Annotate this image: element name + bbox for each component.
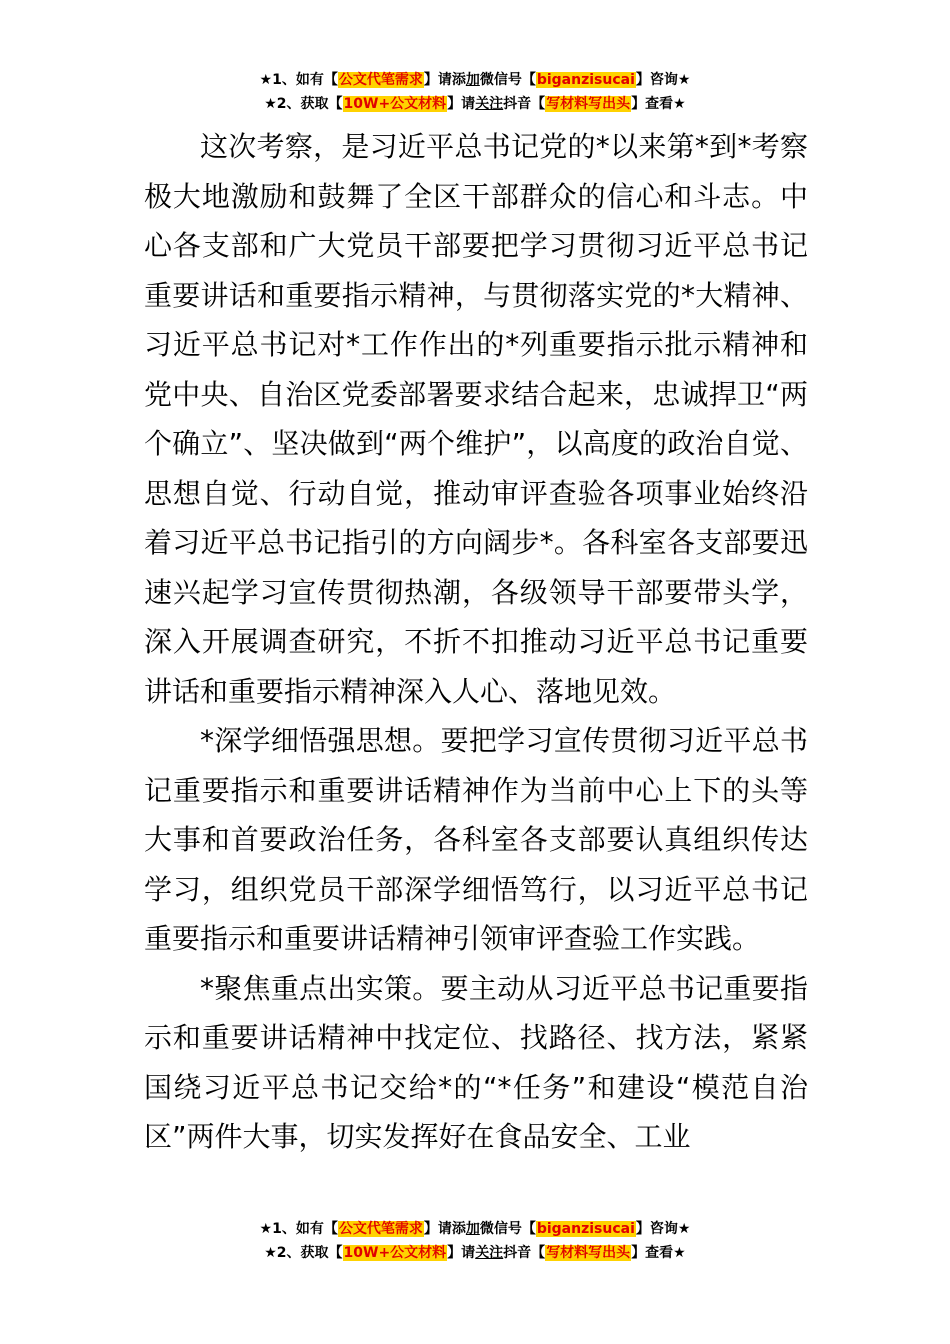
highlight-materials: 10W+公文材料	[343, 96, 447, 112]
top-banner	[0, 68, 950, 116]
banner-line-2: ★2、获取【10W+公文材料】请关注抖音【写材料写出头】查看★	[264, 96, 686, 112]
paragraph-3: *聚焦重点出实策。要主动从习近平总书记重要指示和重要讲话精神中找定位、找路径、找方法，紧紧国绕习近平总书记交给*的“*任务”和建设“模范自治区”两件大事，切实发挥好在食品安全、工业	[144, 971, 808, 1153]
highlight-wechat-id: biganzisucai	[536, 72, 635, 88]
document-body	[144, 122, 808, 1162]
bottom-banner	[0, 1217, 950, 1265]
banner-line-1: ★1、如有【公文代笔需求】请添加微信号【biganzisucai】咨询★	[259, 72, 691, 88]
paragraph-2: *深学细悟强思想。要把学习宣传贯彻习近平总书记重要指示和重要讲话精神作为当前中心上下的头等大事和首要政治任务，各科室各支部要认真组织传达学习，组织党员干部深学细悟笃行，以习近平总书记重要指示和重要讲话精神引领审评查验工作实践。	[144, 724, 808, 955]
highlight-wechat-id: biganzisucai	[536, 1221, 635, 1237]
highlight-writing-service: 公文代笔需求	[338, 72, 423, 88]
paragraph-1: 这次考察，是习近平总书记党的*以来第*到*考察极大地激励和鼓舞了全区干部群众的信心和斗志。中心各支部和广大党员干部要把学习贯彻习近平总书记重要讲话和重要指示精神，与贯彻落实党的*大精神、习近平总书记对*工作作出的*列重要指示批示精神和党中央、自治区党委部署要求结合起来，忠诚捍卫“两个确立”、坚决做到“两个维护”，以高度的政治自觉、思想自觉、行动自觉，推动审评查验各项事业始终沿着习近平总书记指引的方向阔步*。各科室各支部要迅速兴起学习宣传贯彻热潮，各级领导干部要带头学，深入开展调查研究，不折不扣推动习近平总书记重要讲话和重要指示精神深入人心、落地见效。	[144, 130, 808, 708]
highlight-douyin-account: 写材料写出头	[546, 96, 631, 112]
banner-line-1: ★1、如有【公文代笔需求】请添加微信号【biganzisucai】咨询★	[259, 1221, 691, 1237]
highlight-douyin-account: 写材料写出头	[546, 1245, 631, 1261]
highlight-materials: 10W+公文材料	[343, 1245, 447, 1261]
banner-line-2: ★2、获取【10W+公文材料】请关注抖音【写材料写出头】查看★	[264, 1245, 686, 1261]
highlight-writing-service: 公文代笔需求	[338, 1221, 423, 1237]
